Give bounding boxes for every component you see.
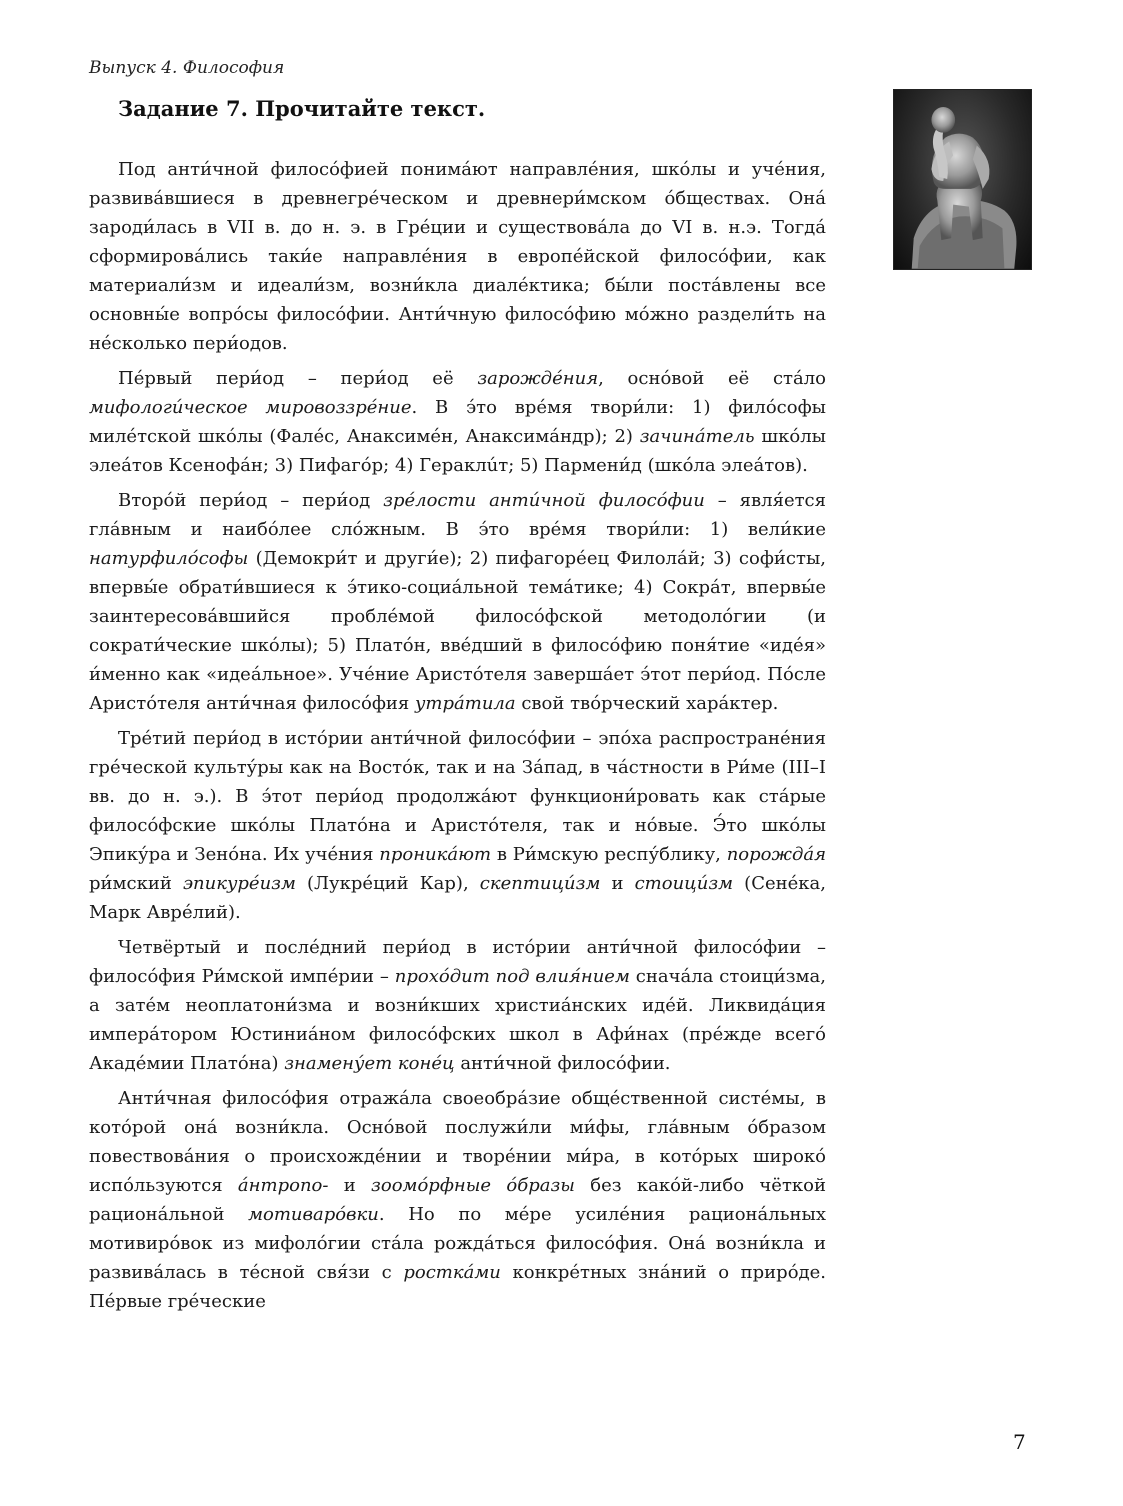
italic-term: утра́тила bbox=[414, 693, 516, 714]
italic-term: ростка́ми bbox=[403, 1262, 501, 1283]
italic-term: мифологи́ческое мировоззре́ние bbox=[89, 397, 412, 418]
text-run: – явля́ется гла́вным и наибо́лее сло́жным. В э́то вре́мя твори́ли: 1) вели́кие bbox=[89, 490, 826, 540]
text-run: свой тво́рческий хара́ктер. bbox=[515, 693, 779, 714]
running-header: Выпуск 4. Философия bbox=[89, 58, 285, 78]
text-run: ри́мский bbox=[89, 873, 183, 894]
text-run: (Лукре́ций Кар), bbox=[295, 873, 480, 894]
task-title: Задание 7. Прочитайте текст. bbox=[118, 96, 486, 121]
text-run: Пе́рвый пери́од – пери́од её bbox=[118, 368, 478, 389]
italic-term: натурфило́софы bbox=[89, 548, 249, 569]
text-run: снача́ла стоици́зма, а зате́м неоплатони́зма и возни́кших христиа́нских иде́й. Ликвида́ция импера́тором Юстиниа́ном филосо́фских школ в Афи́нах (пре́жде всего́ Акаде́мии Плато́на) bbox=[89, 966, 826, 1074]
italic-term: знамену́ет коне́ц bbox=[284, 1053, 455, 1074]
italic-term: мотиваро́вки bbox=[248, 1204, 379, 1225]
text-run: анти́чной филосо́фии. bbox=[454, 1053, 671, 1074]
text-run: Под анти́чной филосо́фией понима́ют направле́ния, шко́лы и уче́ния, развива́вшиеся в древнегре́ческом и древнери́мском о́бществах. Она́ зароди́лась в VII в. до н. э. в Гре́ции и существова́ла до VI в. н.э. Тогда́ сформирова́лись таки́е направле́ния в европе́йской филосо́фии, как материали́зм и идеали́зм, возни́кла диале́ктика; бы́ли поста́влены все основны́е вопро́сы филосо́фии. Анти́чную филосо́фию мо́жно раздели́ть на не́сколько пери́одов. bbox=[89, 159, 826, 354]
text-run: (Сене́ка, Марк Авре́лий). bbox=[89, 873, 826, 923]
italic-term: зре́лости анти́чной филосо́фии bbox=[383, 490, 705, 511]
paragraph bbox=[89, 1084, 826, 1316]
text-run: конкре́тных зна́ний о приро́де. Пе́рвые гре́ческие bbox=[89, 1262, 826, 1312]
article-body bbox=[89, 155, 826, 1316]
text-run: Тре́тий пери́од в исто́рии анти́чной филосо́фии – эпо́ха распростране́ния гре́ческой культу́ры как на Восто́к, так и на За́пад, в ча́стности в Ри́ме (III–I вв. до н. э.). В э́тот пери́од продолжа́ют функциони́ровать как ста́рые филосо́фские шко́лы Плато́на и Аристо́теля, так и но́вые. Э́то шко́лы Эпику́ра и Зено́на. Их уче́ния bbox=[89, 728, 826, 865]
paragraph bbox=[89, 933, 826, 1078]
text-run: и bbox=[600, 873, 635, 894]
thinker-sculpture-image bbox=[893, 89, 1032, 270]
italic-term: прохо́дит под влия́нием bbox=[394, 966, 630, 987]
text-run: (Демокри́т и други́е); 2) пифагоре́ец Филола́й; 3) софи́сты, впервы́е обрати́вшиеся к э́тико-социа́льной тема́тике; 4) Сокра́т, впервы́е заинтересова́вшийся пробле́мой филосо́фской методоло́гии (и сократи́ческие шко́лы); 5) Плато́н, вве́дший в филосо́фию поня́тие «иде́я» и́менно как «идеа́льное». Уче́ние Аристо́теля заверша́ет э́тот пери́од. По́сле Аристо́теля анти́чная филосо́фия bbox=[89, 548, 826, 714]
text-run: Второ́й пери́од – пери́од bbox=[118, 490, 384, 511]
text-run: Анти́чная филосо́фия отража́ла своеобра́зие обще́ственной систе́мы, в кото́рой она́ возни́кла. Осно́вой послужи́ли ми́фы, гла́вным о́бразом повествова́ния о происхожде́нии и творе́нии ми́ра, в кото́рых широко́ испо́льзуются bbox=[89, 1088, 826, 1196]
paragraph bbox=[89, 486, 826, 718]
text-run: без како́й-либо чёткой рациона́льной bbox=[89, 1175, 826, 1225]
italic-term: а́нтропо- bbox=[237, 1175, 329, 1196]
italic-term: проника́ют bbox=[379, 844, 492, 865]
page-number: 7 bbox=[1013, 1430, 1026, 1454]
paragraph bbox=[89, 724, 826, 927]
italic-term: зачина́тель bbox=[639, 426, 755, 447]
italic-term: зоомо́рфные о́бразы bbox=[371, 1175, 575, 1196]
italic-term: скептици́зм bbox=[479, 873, 601, 894]
text-run: , осно́вой её ста́ло bbox=[598, 368, 826, 389]
italic-term: порожда́я bbox=[726, 844, 826, 865]
text-run: Четвёртый и после́дний пери́од в исто́рии анти́чной филосо́фии – филосо́фия Ри́мской импе́рии – bbox=[89, 937, 826, 987]
text-run: шко́лы элеа́тов Ксенофа́н; 3) Пифаго́р; 4) Гераклúт; 5) Пармени́д (шко́ла элеа́тов). bbox=[89, 426, 826, 476]
thinker-sculpture-icon bbox=[894, 90, 1031, 269]
text-run: . В э́то вре́мя твори́ли: 1) фило́софы миле́тской шко́лы (Фале́с, Анаксиме́н, Анаксима́ндр); 2) bbox=[89, 397, 826, 447]
text-run: и bbox=[328, 1175, 372, 1196]
text-run: в Ри́мскую респу́блику, bbox=[491, 844, 727, 865]
paragraph bbox=[89, 155, 826, 358]
italic-term: стоици́зм bbox=[634, 873, 734, 894]
text-run: . Но по ме́ре усиле́ния рациона́льных мотивиро́вок из мифоло́гии ста́ла рожда́ться филосо́фия. Она́ возни́кла и развива́лась в те́сной свя́зи с bbox=[89, 1204, 826, 1283]
italic-term: зарожде́ния bbox=[477, 368, 599, 389]
italic-term: эпикуре́изм bbox=[182, 873, 296, 894]
paragraph bbox=[89, 364, 826, 480]
